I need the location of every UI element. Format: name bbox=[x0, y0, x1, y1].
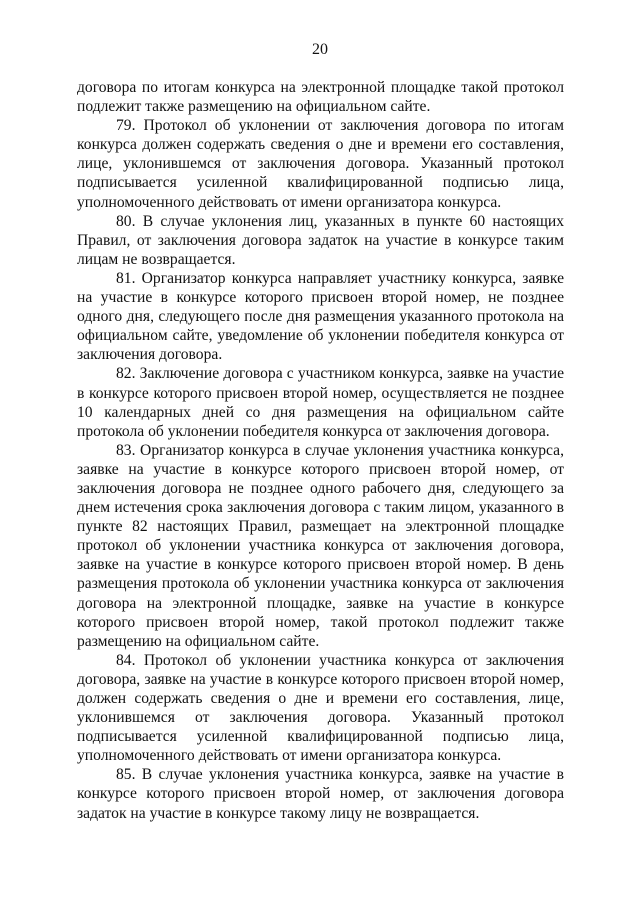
paragraph-82: 82. Заключение договора с участником конкурса, заявке на участие в конкурсе которого присвоен второй номер, осуществляется не позднее 10 календарных дней со дня размещения на официальном сайте протокола об уклонении победителя конкурса от заключения договора. bbox=[77, 365, 564, 440]
paragraph-81: 81. Организатор конкурса направляет участнику конкурса, заявке на участие в конкурсе которого присвоен второй номер, не позднее одного дня, следующего после дня размещения указанного протокола на официальном сайте, уведомление об уклонении победителя конкурса от заключения договора. bbox=[77, 269, 564, 364]
paragraph-85: 85. В случае уклонения участника конкурса, заявке на участие в конкурсе которого присвоен второй номер, от заключения договора задаток на участие в конкурсе такому лицу не возвращается. bbox=[77, 766, 564, 822]
paragraph-continuation: договора по итогам конкурса на электронной площадке такой протокол подлежит также размещению на официальном сайте. bbox=[77, 79, 564, 116]
paragraph-79: 79. Протокол об уклонении от заключения договора по итогам конкурса должен содержать сведения о дне и времени его составления, лице, уклонившемся от заключения договора. Указанный протокол подписывается усиленной квалифицированной подписью лица, уполномоченного действовать от имени организатора конкурса. bbox=[77, 117, 564, 211]
paragraph-80: 80. В случае уклонения лиц, указанных в пункте 60 настоящих Правил, от заключения договора задаток на участие в конкурсе таким лицам не возвращается. bbox=[77, 212, 564, 268]
page-number: 20 bbox=[312, 41, 328, 58]
paragraph-83: 83. Организатор конкурса в случае уклонения участника конкурса, заявке на участие в конкурсе которого присвоен второй номер, от заключения договора не позднее одного рабочего дня, следующего за днем истечения срока заключения договора с таким лицом, указанного в пункте 82 настоящих Правил, размещает на электронной площадке протокол об уклонении участника конкурса от заключения договора, заявке на участие в конкурсе которого присвоен второй номер. В день размещения протокола об уклонении участника конкурса от заключения договора на электронной площадке, заявке на участие в конкурсе которого присвоен второй номер, такой протокол подлежит также размещению на официальном сайте. bbox=[77, 441, 564, 650]
document-body bbox=[77, 78, 564, 823]
paragraph-84: 84. Протокол об уклонении участника конкурса от заключения договора, заявке на участие в конкурсе которого присвоен второй номер, должен содержать сведения о дне и времени его составления, лице, уклонившемся от заключения договора. Указанный протокол подписывается усиленной квалифицированной подписью лица, уполномоченного действовать от имени организатора конкурса. bbox=[77, 651, 564, 765]
